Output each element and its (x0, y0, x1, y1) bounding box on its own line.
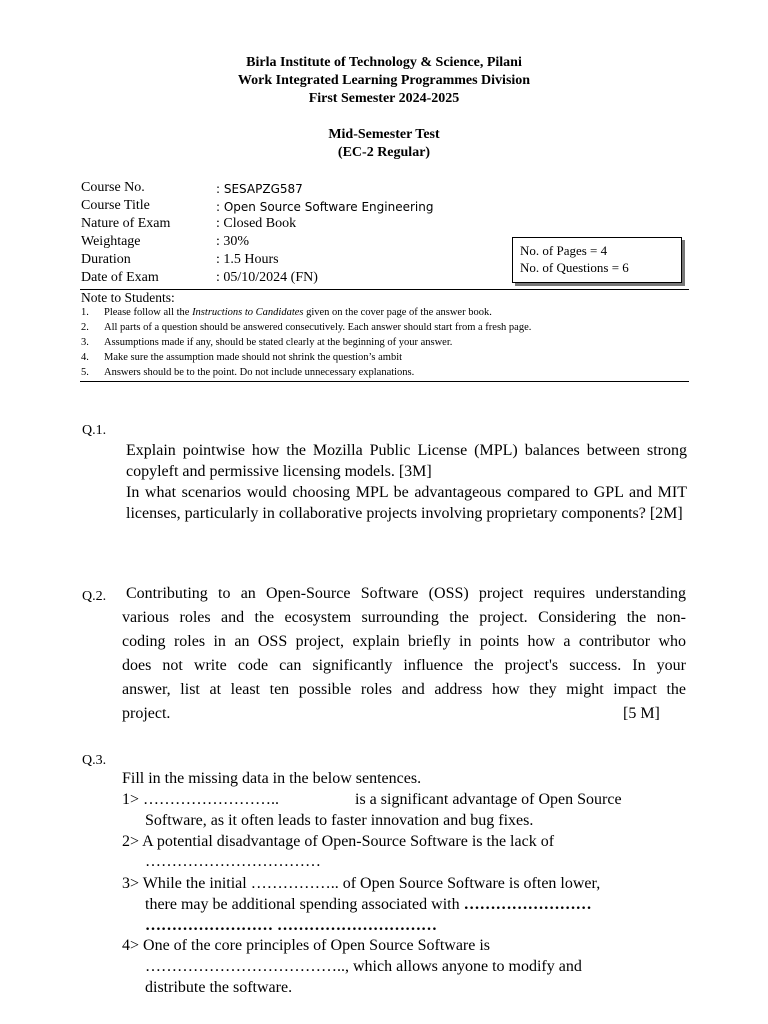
question-2-line: does not write code can significantly influence the project's success. In your (122, 657, 686, 674)
detail-label: Duration (81, 252, 131, 267)
question-2-line: Contributing to an Open-Source Software (OSS) project requires understanding (126, 585, 686, 602)
list-item (81, 367, 415, 378)
detail-value: : 30% (216, 234, 250, 249)
detail-label: Course No. (81, 180, 145, 195)
detail-value: : Closed Book (216, 216, 297, 231)
division-name: Work Integrated Learning Programmes Division (237, 73, 531, 88)
institute-name: Birla Institute of Technology & Science, Pilani (246, 55, 522, 70)
note-number: 4. (81, 352, 89, 363)
question-1-part-2: In what scenarios would choosing MPL be advantageous compared to GPL and MIT licenses, particularly in collaborative projects involving proprietary components? [2M] (126, 484, 687, 522)
note-text: Please follow all the Instructions to Candidates given on the cover page of the answer book. (104, 307, 492, 318)
note-number: 3. (81, 337, 89, 348)
question-1-part-1: Explain pointwise how the Mozilla Public License (MPL) balances between strong copyleft and permissive licensing models. [3M] (126, 442, 687, 480)
fill-blank-3-dots: …………………… ………………………… (145, 917, 437, 934)
semester: First Semester 2024-2025 (308, 91, 460, 106)
question-2-line: various roles and the ecosystem surrounding the project. Considering the non- (122, 609, 686, 626)
questions-count: No. of Questions = 6 (520, 260, 629, 275)
fill-blank-1-cont: Software, as it often leads to faster innovation and bug fixes. (145, 812, 534, 829)
fill-blank-2-text: 2> A potential disadvantage of Open-Source Software is the lack of (122, 833, 555, 850)
detail-label: Course Title (81, 198, 150, 213)
question-2-line: answer, list at least ten possible roles and address how they might impact the (122, 681, 686, 698)
question-1-label: Q.1. (82, 423, 107, 438)
question-2-line: coding roles in an OSS project, explain briefly in points how a contributor who (122, 633, 686, 650)
divider (80, 381, 689, 382)
question-3-label: Q.3. (82, 753, 107, 768)
note-text: Assumptions made if any, should be stated clearly at the beginning of your answer. (104, 337, 453, 348)
detail-value: : 05/10/2024 (FN) (216, 270, 318, 285)
list-item (81, 322, 532, 333)
detail-value: : 1.5 Hours (216, 252, 279, 267)
notes-title: Note to Students: (81, 290, 175, 305)
list-item (81, 337, 453, 348)
note-text: Make sure the assumption made should not shrink the question’s ambit (104, 352, 403, 363)
detail-label: Date of Exam (81, 270, 159, 285)
list-item (81, 307, 492, 318)
fill-blank-4-cont: ……………………………….., which allows anyone to modify and (145, 958, 582, 975)
question-2-line: project. (122, 705, 171, 722)
question-3-intro: Fill in the missing data in the below sentences. (122, 770, 422, 787)
detail-value: : Open Source Software Engineering (216, 200, 434, 214)
note-text: Answers should be to the point. Do not include unnecessary explanations. (104, 367, 415, 378)
pages-count: No. of Pages = 4 (520, 243, 608, 258)
question-2-label: Q.2. (82, 589, 107, 604)
fill-blank-3-text: 3> While the initial …………….. of Open Source Software is often lower, (122, 875, 601, 892)
detail-label: Nature of Exam (81, 216, 171, 231)
fill-blank-1-text: is a significant advantage of Open Source (355, 791, 622, 808)
detail-label: Weightage (81, 234, 141, 249)
note-number: 1. (81, 307, 89, 318)
note-number: 2. (81, 322, 89, 333)
fill-blank-4-text: 4> One of the core principles of Open Source Software is (122, 937, 491, 954)
test-type: (EC-2 Regular) (337, 145, 431, 160)
question-2-marks: [5 M] (623, 705, 660, 722)
test-name: Mid-Semester Test (328, 127, 440, 142)
list-item (81, 352, 403, 363)
note-number: 5. (81, 367, 89, 378)
detail-value: : SESAPZG587 (216, 182, 303, 196)
fill-blank-1-start: 1> …………………….. (122, 791, 280, 808)
fill-blank-3-cont: there may be additional spending associated with …………………… (145, 896, 592, 913)
exam-info-box (512, 237, 682, 283)
fill-blank-2-dots: …………………………… (145, 853, 321, 870)
note-text: All parts of a question should be answered consecutively. Each answer should start from a fresh page. (104, 322, 532, 333)
fill-blank-4-end: distribute the software. (145, 979, 293, 996)
